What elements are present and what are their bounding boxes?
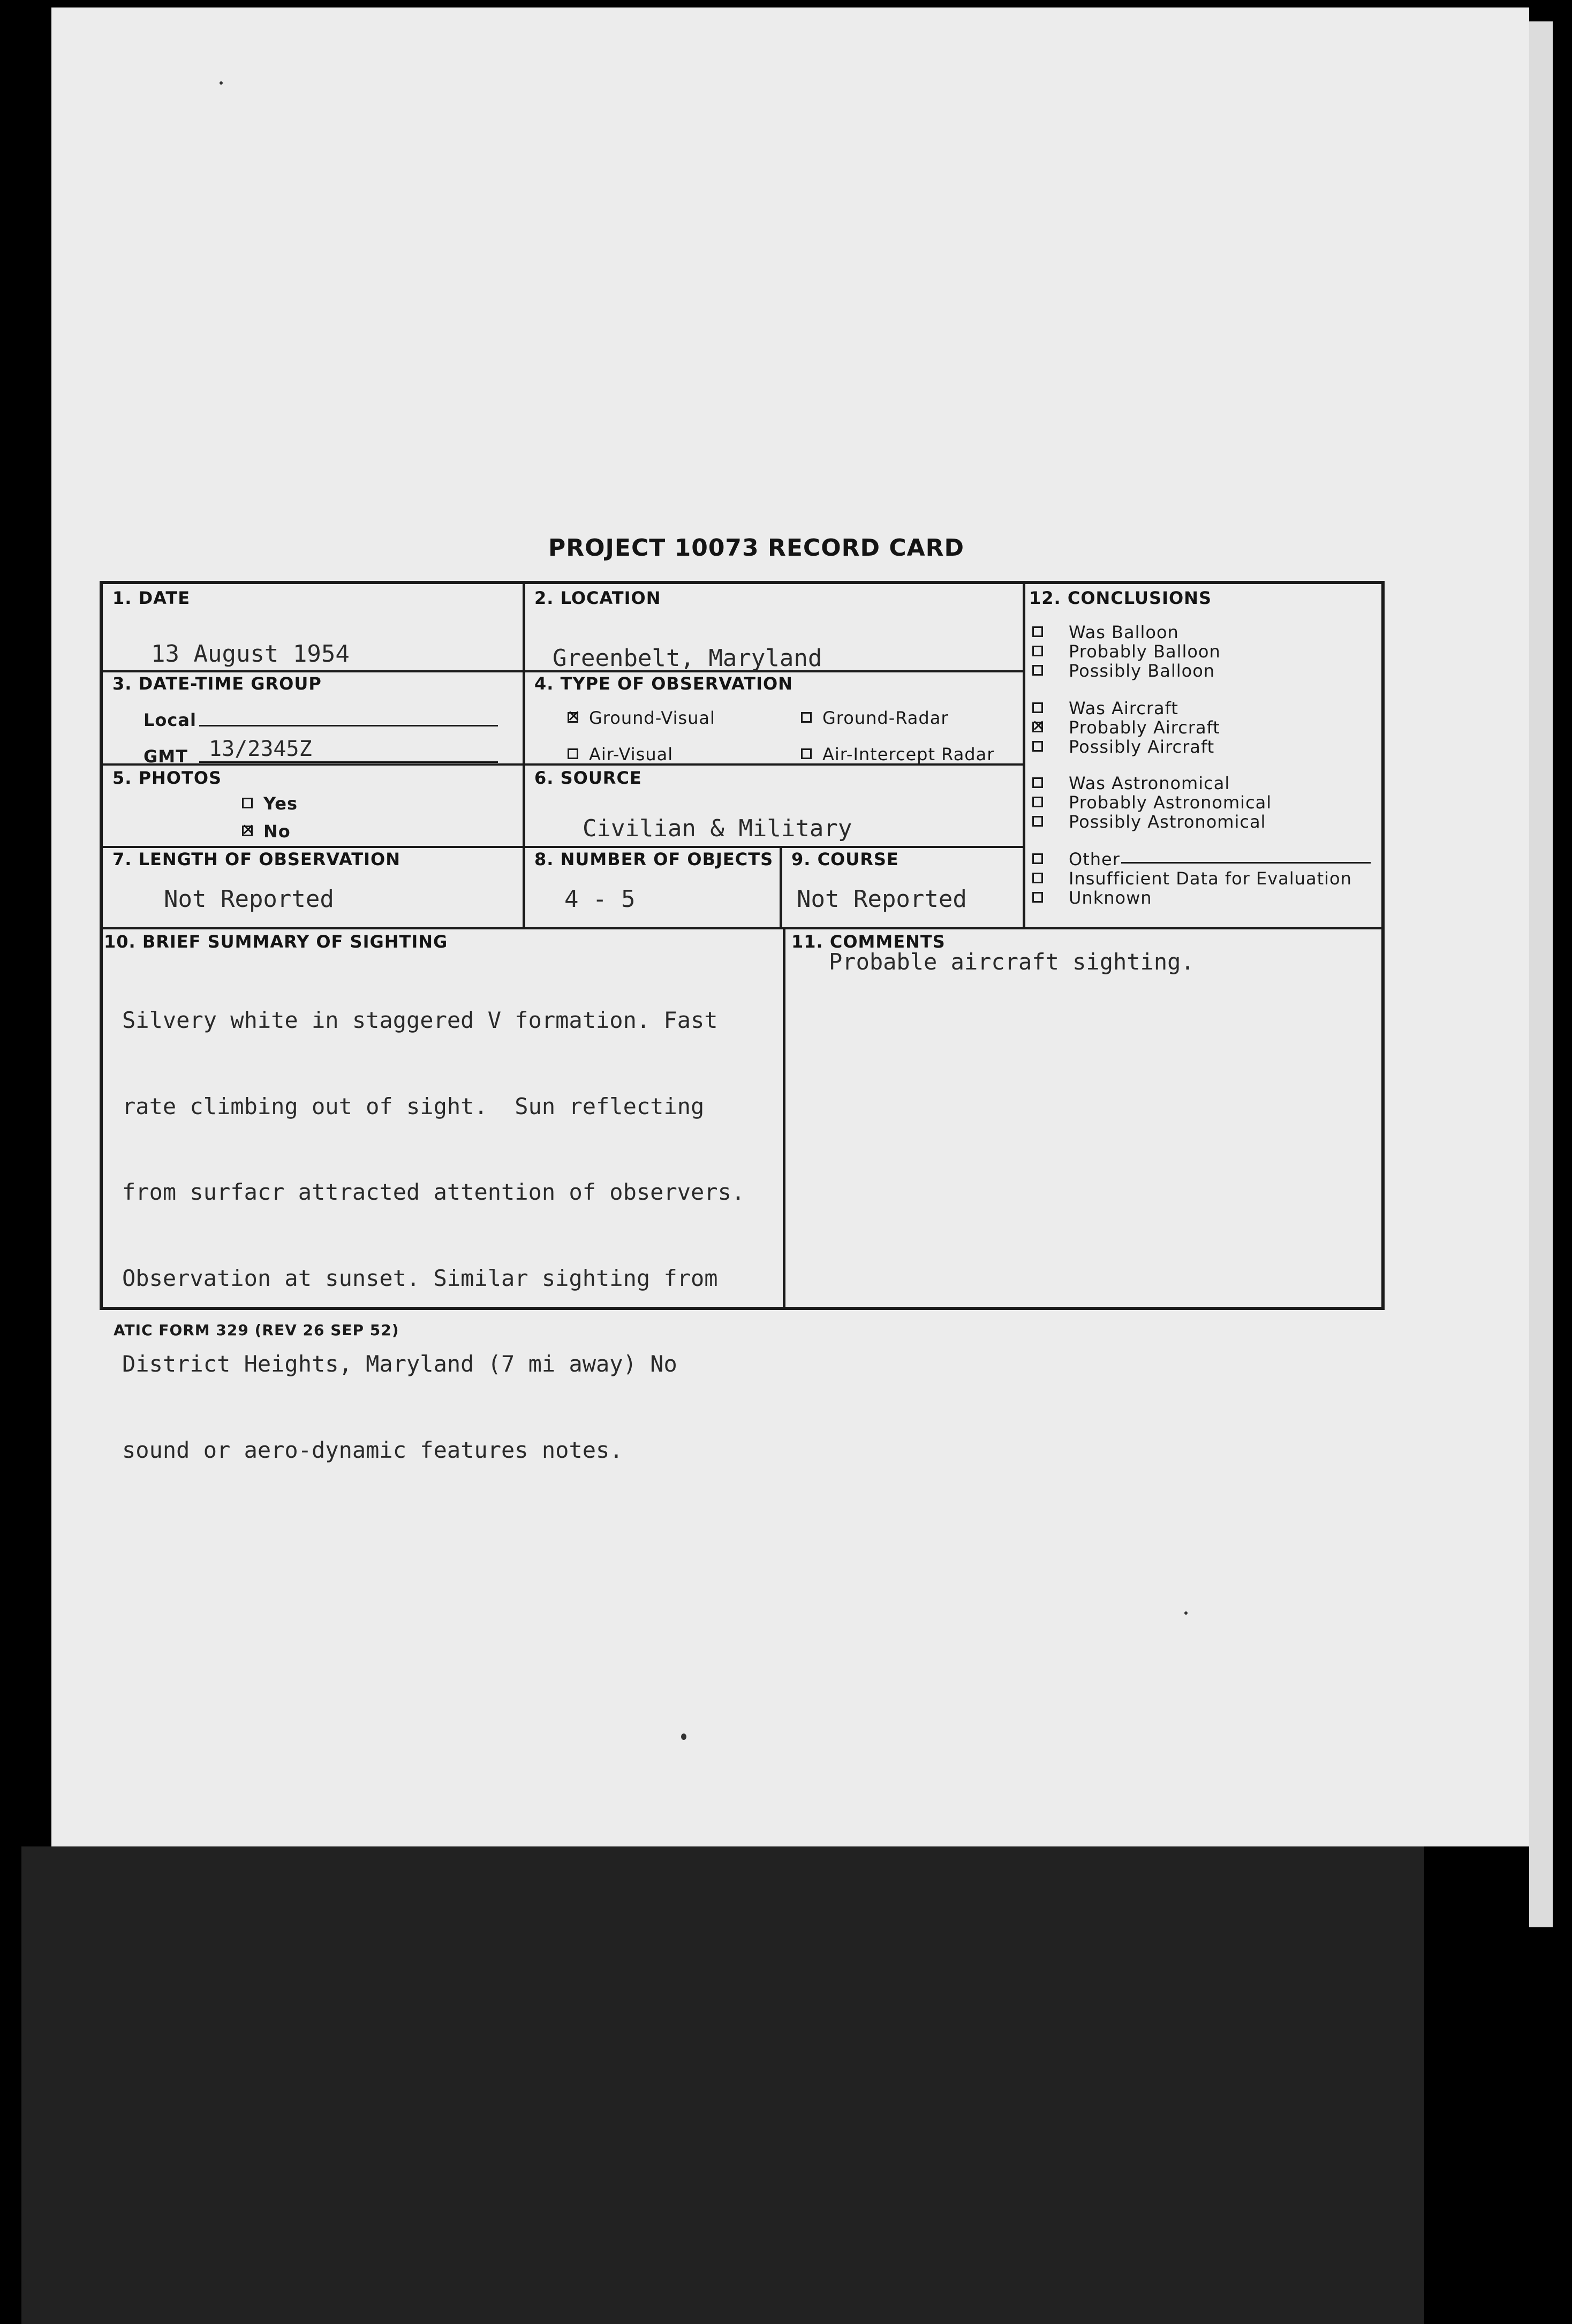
probably-balloon-label: Probably Balloon	[1069, 641, 1221, 662]
other-label: Other	[1069, 849, 1120, 869]
probably-astronomical-label: Probably Astronomical	[1069, 792, 1272, 813]
was-astronomical-checkbox	[1032, 777, 1043, 788]
divider-col1	[523, 582, 525, 927]
possibly-balloon-checkbox	[1032, 665, 1043, 676]
local-line	[199, 725, 498, 726]
was-astronomical-label: Was Astronomical	[1069, 773, 1230, 793]
length-label: 7. LENGTH OF OBSERVATION	[112, 849, 400, 869]
ground-visual-checkbox	[568, 712, 578, 723]
other-line	[1121, 862, 1371, 864]
possibly-astronomical-checkbox	[1032, 816, 1043, 827]
was-balloon-label: Was Balloon	[1069, 622, 1179, 642]
date-label: 1. DATE	[112, 588, 191, 608]
divider-col3	[1023, 582, 1025, 927]
insufficient-data-checkbox	[1032, 873, 1043, 883]
speck	[681, 1733, 686, 1740]
summary-line: Silvery white in staggered V formation. Fast	[122, 1007, 718, 1033]
divider-col2b	[780, 846, 782, 927]
photos-yes-label: Yes	[263, 793, 298, 814]
summary-line: District Heights, Maryland (7 mi away) No	[122, 1351, 677, 1377]
form-id: ATIC FORM 329 (REV 26 SEP 52)	[114, 1321, 399, 1339]
gmt-label: GMT	[143, 746, 188, 767]
number-of-objects-value: 4 - 5	[564, 885, 636, 913]
unknown-checkbox	[1032, 892, 1043, 903]
summary-label: 10. BRIEF SUMMARY OF SIGHTING	[104, 932, 448, 952]
air-intercept-radar-checkbox	[801, 748, 812, 759]
possibly-aircraft-label: Possibly Aircraft	[1069, 737, 1215, 757]
background-lower	[21, 1846, 1424, 2324]
possibly-balloon-label: Possibly Balloon	[1069, 661, 1215, 681]
speck	[220, 81, 223, 85]
other-checkbox	[1032, 853, 1043, 864]
summary-line: rate climbing out of sight. Sun reflecting	[122, 1093, 705, 1119]
local-label: Local	[143, 710, 196, 730]
card-title: PROJECT 10073 RECORD CARD	[548, 534, 965, 562]
summary-line: sound or aero-dynamic features notes.	[122, 1436, 623, 1463]
location-value: Greenbelt, Maryland	[553, 645, 822, 672]
photos-no-checkbox	[242, 826, 253, 836]
comments-value: Probable aircraft sighting.	[829, 949, 1195, 975]
date-time-group-label: 3. DATE-TIME GROUP	[112, 673, 322, 694]
conclusions-label: 12. CONCLUSIONS	[1029, 588, 1212, 608]
comments-label: 11. COMMENTS	[791, 932, 946, 952]
was-aircraft-label: Was Aircraft	[1069, 698, 1178, 718]
summary-line: Observation at sunset. Similar sighting from	[122, 1265, 718, 1291]
air-visual-label: Air-Visual	[589, 744, 674, 764]
air-intercept-radar-label: Air-Intercept Radar	[822, 744, 995, 764]
photos-no-label: No	[263, 821, 291, 842]
course-label: 9. COURSE	[791, 849, 899, 869]
probably-aircraft-checkbox	[1032, 722, 1043, 732]
source-label: 6. SOURCE	[534, 768, 642, 788]
gmt-value: 13/2345Z	[209, 737, 312, 761]
source-value: Civilian & Military	[583, 815, 852, 842]
possibly-aircraft-checkbox	[1032, 741, 1043, 752]
possibly-astronomical-label: Possibly Astronomical	[1069, 812, 1266, 832]
date-value: 13 August 1954	[151, 640, 350, 668]
photos-yes-checkbox	[242, 798, 253, 808]
location-label: 2. LOCATION	[534, 588, 661, 608]
air-visual-checkbox	[568, 748, 578, 759]
gmt-line	[199, 761, 498, 763]
photos-label: 5. PHOTOS	[112, 768, 222, 788]
unknown-label: Unknown	[1069, 888, 1152, 908]
probably-balloon-checkbox	[1032, 646, 1043, 656]
insufficient-data-label: Insufficient Data for Evaluation	[1069, 868, 1352, 889]
divider-row4	[102, 927, 1384, 929]
number-of-objects-label: 8. NUMBER OF OBJECTS	[534, 849, 774, 869]
speck	[1184, 1611, 1188, 1615]
type-of-observation-label: 4. TYPE OF OBSERVATION	[534, 673, 793, 694]
was-aircraft-checkbox	[1032, 702, 1043, 713]
was-balloon-checkbox	[1032, 626, 1043, 637]
summary-line: from surfacr attracted attention of observers.	[122, 1179, 745, 1205]
length-value: Not Reported	[164, 885, 334, 913]
ground-radar-checkbox	[801, 712, 812, 723]
summary-text	[122, 949, 786, 1493]
course-value: Not Reported	[797, 885, 967, 913]
paper-edge	[1529, 21, 1553, 1927]
divider-row3	[102, 846, 1024, 848]
probably-astronomical-checkbox	[1032, 797, 1043, 807]
ground-radar-label: Ground-Radar	[822, 708, 949, 728]
ground-visual-label: Ground-Visual	[589, 708, 715, 728]
probably-aircraft-label: Probably Aircraft	[1069, 717, 1220, 738]
